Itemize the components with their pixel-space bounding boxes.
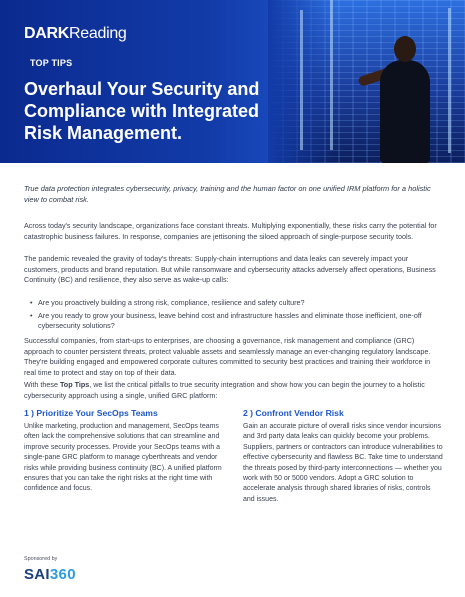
top-tips-emphasis: Top Tips <box>59 380 90 389</box>
tip-section-2 <box>243 408 443 505</box>
person-head <box>394 36 416 62</box>
section-heading: 2 ) Confront Vendor Risk <box>243 408 344 418</box>
sponsor-label: Sponsored by <box>24 556 58 562</box>
logo-accent-text: 360 <box>49 566 76 583</box>
person-figure <box>380 60 430 163</box>
list-item: • Are you ready to grow your business, leave behind cost and infrastructure hassles and eliminate those inefficient, one-off cybersecurity solutions? <box>30 311 442 332</box>
sai360-logo[interactable] <box>24 566 76 583</box>
dark-reading-logo[interactable] <box>24 25 127 43</box>
paragraph-grc: Successful companies, from start-ups to enterprises, are choosing a governance, risk management and compliance (GRC) approach to counter persistent threats, protect valuable assets and seamlessly manage an ever-changing regulatory landscape. They're building engaged and empowered corporate cultures committed to security best practices and training their workforce in real time to protect and stay on top of their data. <box>24 336 431 377</box>
rack-light <box>448 8 451 153</box>
paragraph-top-tips <box>24 380 444 401</box>
intro-text: True data protection integrates cybersecurity, privacy, training and the human factor on one unified IRM platform for a holistic view to combat risk. <box>24 184 431 204</box>
page-title: Overhaul Your Security and Compliance with Integrated Risk Management. <box>24 79 260 143</box>
list-item: • Are you proactively building a strong risk, compliance, resilience and safety culture? <box>30 298 442 309</box>
section-heading: 1 ) Prioritize Your SecOps Teams <box>24 408 158 418</box>
wake-up-list <box>30 298 442 334</box>
rack-light <box>330 0 333 150</box>
section-body: Gain an accurate picture of overall risks since vendor incursions and 3rd party data leaks can quickly become your problems. Suppliers, partners or contractors can introduce vulnerabilities to effective cybersecurity and flawless BC. Take time to understand the threats posed by third-party interconnections — whether you work with 50 or 5000 vendors. Adopt a GRC solution to accelerate analysis through shared libraries of risks, controls and issues. <box>243 423 443 503</box>
hero-banner <box>0 0 465 163</box>
logo-main-text: SAI <box>24 566 50 583</box>
paragraph-text: With these <box>24 380 60 389</box>
logo-bold-text: DARK <box>24 25 70 42</box>
section-body: Unlike marketing, production and management, SecOps teams often lack the comprehensive solutions that can streamline and improve security processes. Provide your SecOps teams with a single-pane GRC platform to manage cyberthreats and vendor risks while providing business continuity (BC). A unified platform ensures that you can take the right risks at the right time with confidence and focus. <box>24 423 222 493</box>
paragraph-pandemic: The pandemic revealed the gravity of today's threats: Supply-chain interruptions and data leaks can severely impact your customers, products and brand reputation. But while ransomware and cybersecurity attacks adversely affect operations, Business Continuity (BC) and resilience, they also serve as wake-up calls: <box>24 254 436 285</box>
tip-section-1 <box>24 408 224 495</box>
logo-light-text: Reading <box>69 25 127 42</box>
kicker-label: TOP TIPS <box>30 58 73 68</box>
rack-light <box>300 10 303 150</box>
paragraph-text: , we list the critical pitfalls to true security integration and show how you can begin the journey to a holistic cybersecurity approach using a single, unified GRC platform: <box>24 380 425 400</box>
paragraph-landscape: Across today's security landscape, organizations face constant threats. Multiplying exponentially, these risks carry the potential for catastrophic business failures. In response, companies are jettisoning the siloed approach of single-purpose security tools. <box>24 221 437 241</box>
